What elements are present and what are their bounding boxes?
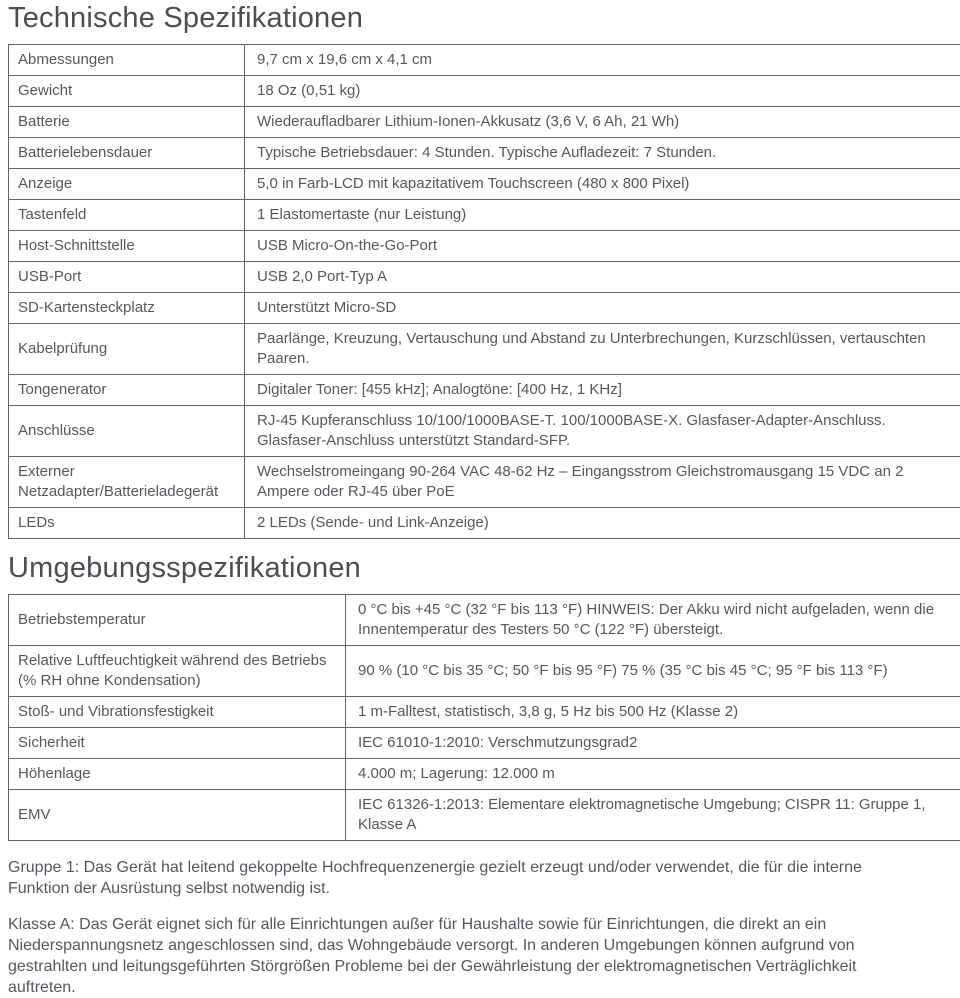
table-row — [9, 200, 960, 231]
table-row — [9, 697, 960, 728]
footnotes — [8, 857, 914, 998]
table-row — [9, 107, 960, 138]
table-row — [9, 262, 960, 293]
environment-spec-table — [8, 594, 960, 841]
spec-value: USB Micro-On-the-Go-Port — [245, 231, 960, 262]
spec-value: USB 2,0 Port-Typ A — [245, 262, 960, 293]
spec-label: Anzeige — [9, 169, 245, 200]
spec-label: Tastenfeld — [9, 200, 245, 231]
table-row — [9, 646, 960, 697]
table-row — [9, 759, 960, 790]
spec-value: IEC 61326-1:2013: Elementare elektromagnetische Umgebung; CISPR 11: Gruppe 1, Klasse A — [346, 790, 960, 841]
table-row — [9, 231, 960, 262]
spec-label: LEDs — [9, 508, 245, 539]
spec-value: 4.000 m; Lagerung: 12.000 m — [346, 759, 960, 790]
spec-value: 5,0 in Farb-LCD mit kapazitativem Touchscreen (480 x 800 Pixel) — [245, 169, 960, 200]
spec-value: 2 LEDs (Sende- und Link-Anzeige) — [245, 508, 960, 539]
table-row — [9, 457, 960, 508]
spec-label: SD-Kartensteckplatz — [9, 293, 245, 324]
spec-label: Externer Netzadapter/Batterieladegerät — [9, 457, 245, 508]
spec-value: Wechselstromeingang 90-264 VAC 48-62 Hz – Eingangsstrom Gleichstromausgang 15 VDC an 2 Ampere oder RJ-45 über PoE — [245, 457, 960, 508]
spec-value: Typische Betriebsdauer: 4 Stunden. Typische Aufladezeit: 7 Stunden. — [245, 138, 960, 169]
spec-value: RJ-45 Kupferanschluss 10/100/1000BASE-T. 100/1000BASE-X. Glasfaser-Adapter-Anschluss. Glasfaser-Anschluss unterstützt Standard-SFP. — [245, 406, 960, 457]
table-row — [9, 45, 960, 76]
spec-label: Stoß- und Vibrationsfestigkeit — [9, 697, 346, 728]
table-row — [9, 169, 960, 200]
table-row — [9, 595, 960, 646]
spec-label: Abmessungen — [9, 45, 245, 76]
spec-value: Wiederaufladbarer Lithium-Ionen-Akkusatz (3,6 V, 6 Ah, 21 Wh) — [245, 107, 960, 138]
spec-value: 90 % (10 °C bis 35 °C; 50 °F bis 95 °F) 75 % (35 °C bis 45 °C; 95 °F bis 113 °F) — [346, 646, 960, 697]
spec-label: Batterie — [9, 107, 245, 138]
spec-value: 1 m-Falltest, statistisch, 3,8 g, 5 Hz bis 500 Hz (Klasse 2) — [346, 697, 960, 728]
table-row — [9, 138, 960, 169]
spec-label: Host-Schnittstelle — [9, 231, 245, 262]
table-row — [9, 324, 960, 375]
table-row — [9, 790, 960, 841]
spec-label: Kabelprüfung — [9, 324, 245, 375]
spec-value: Paarlänge, Kreuzung, Vertauschung und Abstand zu Unterbrechungen, Kurzschlüssen, vertauschten Paaren. — [245, 324, 960, 375]
table-row — [9, 76, 960, 107]
spec-label: Relative Luftfeuchtigkeit während des Betriebs (% RH ohne Kondensation) — [9, 646, 346, 697]
spec-label: USB-Port — [9, 262, 245, 293]
page-title: Technische Spezifikationen — [8, 0, 960, 44]
spec-label: Tongenerator — [9, 375, 245, 406]
footnote-klasse-a: Klasse A: Das Gerät eignet sich für alle Einrichtungen außer für Haushalte sowie für Einrichtungen, die direkt an ein Niederspannungsnetz angeschlossen sind, das Wohngebäude versorgt. In anderen Umgebungen können aufgrund von gestrahlten und leitungsgeführten Störgrößen Probleme bei der Gewährleistung der elektromagnetischen Verträglichkeit auftreten. — [8, 914, 914, 998]
spec-value: Unterstützt Micro-SD — [245, 293, 960, 324]
table-row — [9, 728, 960, 759]
spec-label: Sicherheit — [9, 728, 346, 759]
environment-section-title: Umgebungsspezifikationen — [8, 539, 960, 594]
spec-label: Batterielebensdauer — [9, 138, 245, 169]
spec-value: 1 Elastomertaste (nur Leistung) — [245, 200, 960, 231]
technical-spec-table — [8, 44, 960, 539]
spec-value: 18 Oz (0,51 kg) — [245, 76, 960, 107]
table-row — [9, 375, 960, 406]
spec-label: Betriebstemperatur — [9, 595, 346, 646]
footnote-group1: Gruppe 1: Das Gerät hat leitend gekoppelte Hochfrequenzenergie gezielt erzeugt und/oder verwendet, die für die interne Funktion der Ausrüstung selbst notwendig ist. — [8, 857, 914, 899]
spec-label: EMV — [9, 790, 346, 841]
table-row — [9, 508, 960, 539]
table-row — [9, 293, 960, 324]
table-row — [9, 406, 960, 457]
spec-label: Höhenlage — [9, 759, 346, 790]
spec-label: Anschlüsse — [9, 406, 245, 457]
spec-value: Digitaler Toner: [455 kHz]; Analogtöne: [400 Hz, 1 KHz] — [245, 375, 960, 406]
spec-value: 0 °C bis +45 °C (32 °F bis 113 °F) HINWEIS: Der Akku wird nicht aufgeladen, wenn die Innentemperatur des Testers 50 °C (122 °F) übersteigt. — [346, 595, 960, 646]
spec-label: Gewicht — [9, 76, 245, 107]
spec-value: 9,7 cm x 19,6 cm x 4,1 cm — [245, 45, 960, 76]
spec-value: IEC 61010-1:2010: Verschmutzungsgrad2 — [346, 728, 960, 759]
